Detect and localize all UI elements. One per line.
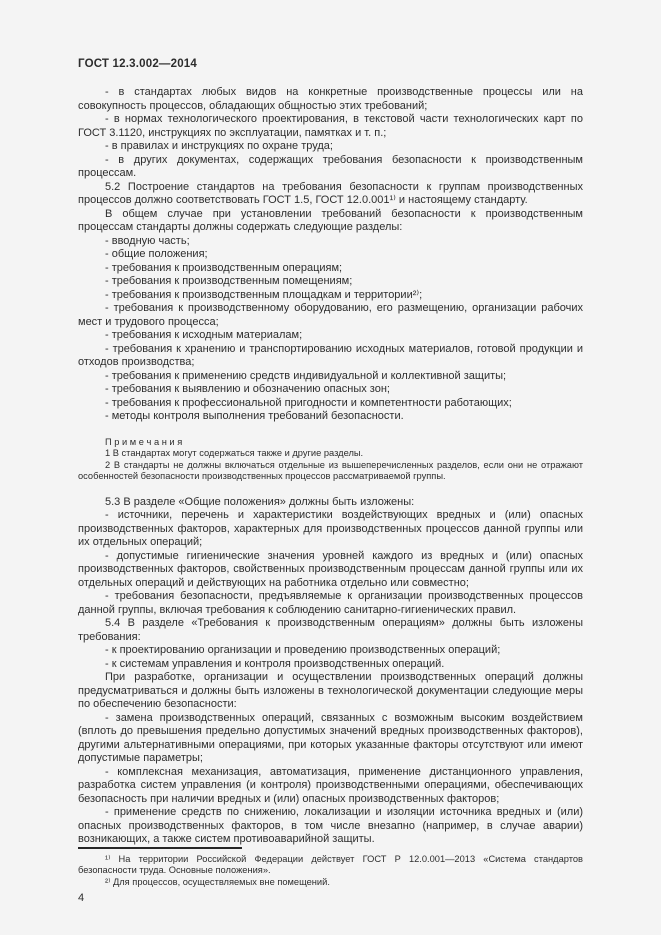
body-paragraph: - допустимые гигиенические значения уровней каждого из вредных и (или) опасных производственных факторов, свойственных производственным процессам данной группы или их отдельных операций и действующих на работника отдельно или совместно; bbox=[78, 549, 583, 589]
body-paragraph: - общие положения; bbox=[105, 248, 208, 260]
body-paragraph: - требования к исходным материалам; bbox=[105, 329, 303, 341]
footnote-separator bbox=[78, 847, 242, 849]
body-paragraph: - вводную часть; bbox=[105, 234, 190, 247]
note-paragraph: 2 В стандарты не должны включаться отдельные из вышеперечисленных разделов, если они не отражают особенностей безопасности производственных процессов рассматриваемой группы. bbox=[78, 459, 583, 482]
body-paragraph: - требования к хранению и транспортированию исходных материалов, готовой продукции и отходов производства; bbox=[78, 342, 583, 368]
body-paragraph: - требования к производственному оборудованию, его размещению, организации рабочих мест и трудового процесса; bbox=[78, 302, 583, 328]
body-paragraph: - требования безопасности, предъявляемые к организации производственных процессов данной группы, включая требования к соблюдению санитарно-гигиенических правил. bbox=[78, 590, 583, 616]
body-paragraph: 5.2 Построение стандартов на требования безопасности к группам производственных процессов должно соответствовать ГОСТ 1.5, ГОСТ 12.0.001¹⁾ и настоящему стандарту. bbox=[78, 180, 583, 206]
body-paragraph: - применение средств по снижению, локализации и изоляции источника вредных и (или) опасных производственных факторов, в том числе внезапно (например, в случае аварии) возникающих, а также систем противоаварийной защиты. bbox=[78, 806, 583, 846]
footnote-list bbox=[78, 854, 583, 889]
body-paragraph: - требования к производственным площадкам и территории²⁾; bbox=[105, 288, 423, 301]
footnote-text: ¹⁾ На территории Российской Федерации действует ГОСТ Р 12.0.001—2013 «Система стандартов безопасности труда. Основные положения». bbox=[78, 853, 583, 876]
body-paragraph: - к проектированию организации и проведению производственных операций; bbox=[105, 644, 501, 657]
footnote-section bbox=[78, 847, 583, 904]
body-paragraph: - в стандартах любых видов на конкретные производственные процессы или на совокупность процессов, обладающих общностью этих требований; bbox=[78, 86, 583, 112]
body-paragraph: - требования к производственным помещениям; bbox=[105, 275, 353, 287]
body-paragraph: - методы контроля выполнения требований безопасности. bbox=[105, 410, 404, 422]
body-paragraph: 5.3 В разделе «Общие положения» должны быть изложены: bbox=[105, 495, 415, 508]
body-paragraph: - требования к производственным операциям; bbox=[105, 261, 343, 274]
body-paragraph: - в других документах, содержащих требования безопасности к производственным процессам. bbox=[78, 153, 583, 179]
body-paragraph: - замена производственных операций, связанных с возможным высоким воздействием (вплоть до превышения предельно допустимых значений вредных производственных факторов), другими альтернативными операциями, при которых указанные факторы отсутствуют или имеют допустимые параметры; bbox=[78, 711, 583, 765]
body-paragraph: - комплексная механизация, автоматизация, применение дистанционного управления, разработка систем управления (и контроля) производственными операциями, обеспечивающих безопасность при наличии вредных и (или) опасных производственных факторов; bbox=[78, 765, 583, 805]
body-paragraph: При разработке, организации и осуществлении производственных операций должны предусматриваться и должны быть изложены в технологической документации следующие меры по обеспечению безопасности: bbox=[78, 671, 583, 711]
document-body bbox=[78, 86, 583, 847]
footnote-text: ²⁾ Для процессов, осуществляемых вне помещений. bbox=[105, 877, 330, 888]
body-paragraph: - требования к профессиональной пригодности и компетентности работающих; bbox=[105, 396, 512, 409]
body-paragraph: - в нормах технологического проектирования, в текстовой части технологических карт по ГОСТ 3.1120, инструкциях по эксплуатации, памятках и т. п.; bbox=[78, 113, 583, 139]
body-paragraph: - источники, перечень и характеристики воздействующих вредных и (или) опасных производственных факторов, характерных для производственных процессов данной группы или их отдельных операций; bbox=[78, 509, 583, 549]
note-paragraph: П р и м е ч а н и я bbox=[105, 436, 183, 447]
body-paragraph: - требования к выявлению и обозначению опасных зон; bbox=[105, 383, 390, 395]
body-paragraph: - требования к применению средств индивидуальной и коллективной защиты; bbox=[105, 369, 507, 382]
note-paragraph: 1 В стандартах могут содержаться также и другие разделы. bbox=[105, 448, 364, 459]
body-paragraph: - в правилах и инструкциях по охране труда; bbox=[105, 140, 333, 152]
body-paragraph: В общем случае при установлении требований безопасности к производственным процессам стандарты должны содержать следующие разделы: bbox=[78, 207, 583, 233]
body-paragraph: - к системам управления и контроля производственных операций. bbox=[105, 657, 445, 670]
document-header-title: ГОСТ 12.3.002—2014 bbox=[78, 58, 197, 70]
body-paragraph: 5.4 В разделе «Требования к производственным операциям» должны быть изложены требования: bbox=[78, 617, 583, 643]
page-number: 4 bbox=[78, 891, 85, 904]
